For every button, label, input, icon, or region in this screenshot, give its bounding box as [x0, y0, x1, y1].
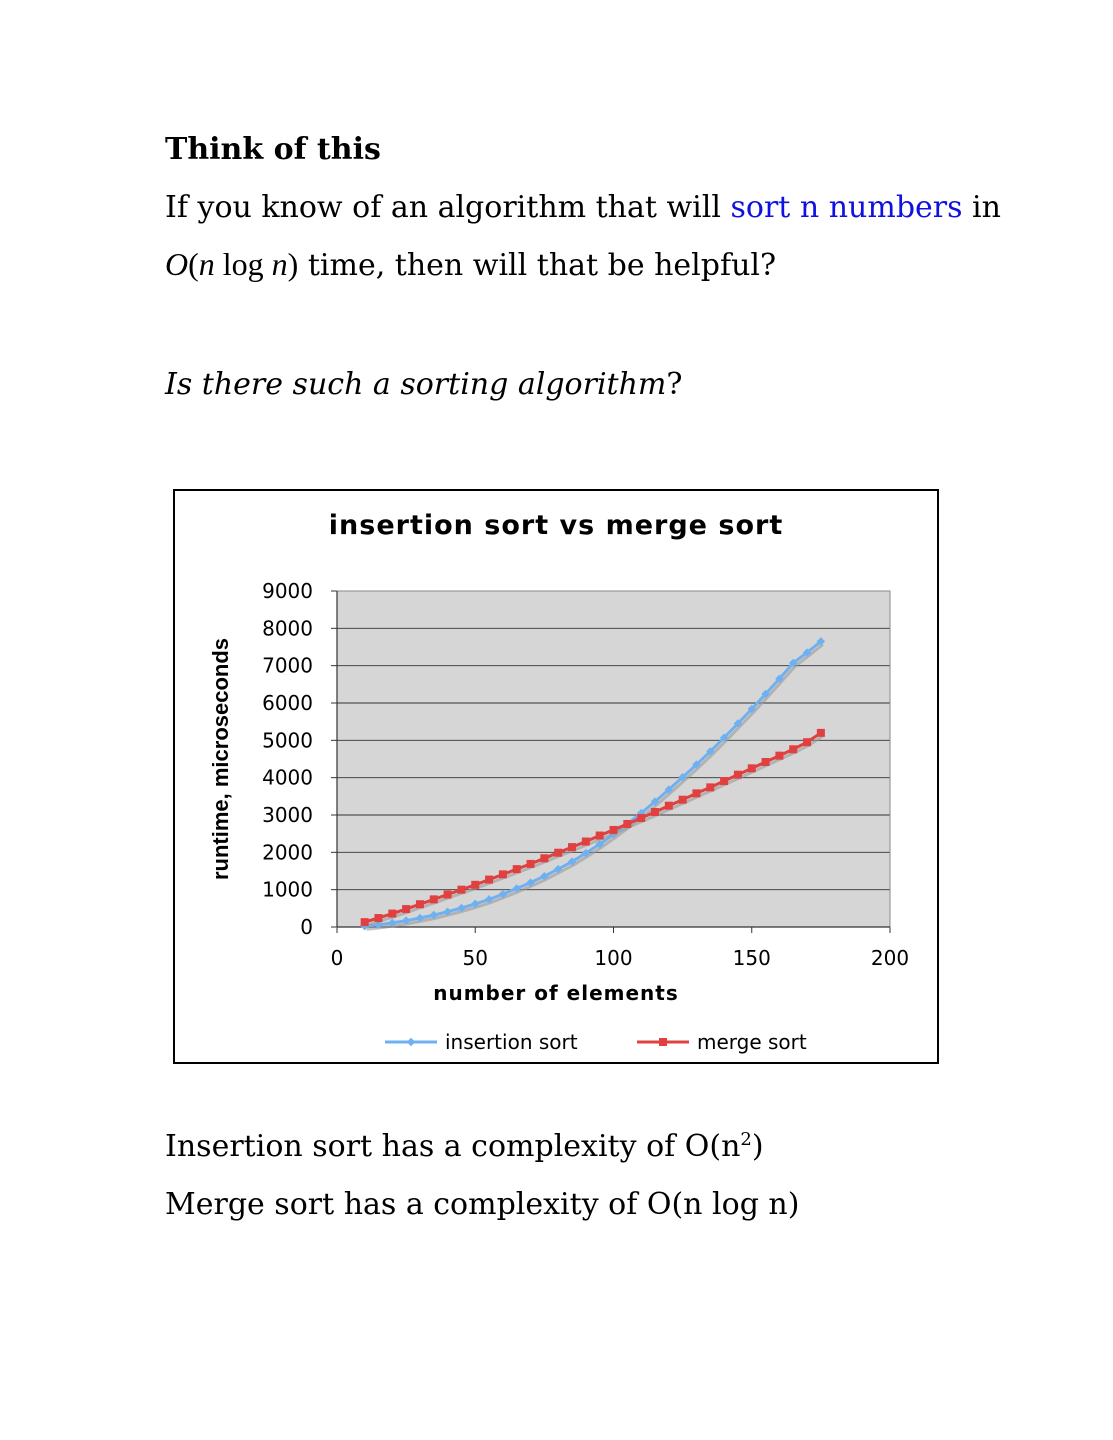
merge-sort-point [817, 729, 825, 737]
big-o-expression [165, 246, 298, 282]
merge-sort-legend-label: merge sort [697, 1030, 807, 1054]
question-line-1 [165, 190, 1001, 225]
x-tick-label: 200 [870, 946, 910, 970]
merge-sort-legend-marker [659, 1038, 667, 1046]
y-tick-label: 0 [300, 915, 313, 939]
page-heading: Think of this [165, 132, 381, 167]
merge-sort-point [748, 764, 756, 772]
insertion-close-paren: ) [751, 1129, 764, 1164]
merge-sort-point [499, 870, 507, 878]
highlighted-phrase: sort n numbers [730, 190, 963, 225]
y-axis-title: runtime, microseconds [208, 637, 233, 881]
chart-frame [173, 489, 939, 1064]
merge-sort-point [457, 886, 465, 894]
merge-sort-point [540, 854, 548, 862]
question-line-2 [165, 246, 776, 283]
math-n-first: n [198, 246, 215, 282]
merge-sort-point [623, 820, 631, 828]
sub-question-mark: ? [666, 367, 683, 402]
merge-sort-point [554, 849, 562, 857]
x-tick-label: 150 [732, 946, 771, 970]
merge-sort-point [679, 796, 687, 804]
merge-sort-point [568, 843, 576, 851]
merge-sort-point [374, 914, 382, 922]
merge-sort-point [706, 783, 714, 791]
insertion-complexity-text: Insertion sort has a complexity of O(n [165, 1129, 741, 1164]
y-tick-label: 4000 [262, 765, 313, 790]
question-text-start: If you know of an algorithm that will [165, 190, 731, 225]
y-tick-label: 9000 [262, 579, 313, 603]
merge-sort-point [692, 789, 700, 797]
merge-sort-point [444, 891, 452, 899]
math-close-paren: ) [287, 246, 299, 282]
y-tick-label: 3000 [262, 803, 313, 827]
merge-sort-point [416, 900, 424, 908]
math-log: log [214, 246, 272, 282]
merge-sort-point [430, 895, 438, 903]
question-line-2-text: time, then will that be helpful? [298, 248, 777, 283]
y-tick-label: 5000 [262, 728, 313, 753]
merge-sort-point [402, 905, 410, 913]
y-tick-label: 6000 [262, 691, 313, 715]
insertion-sort-legend-marker [407, 1038, 415, 1046]
merge-sort-point [513, 865, 521, 873]
merge-sort-point [527, 860, 535, 868]
insertion-sort-legend-label: insertion sort [445, 1030, 578, 1054]
merge-sort-point [637, 814, 645, 822]
merge-sort-point [789, 745, 797, 753]
y-tick-label: 8000 [262, 616, 313, 641]
merge-sort-point [388, 910, 396, 918]
merge-sort-point [485, 876, 493, 884]
insertion-exponent: 2 [740, 1129, 752, 1150]
insertion-complexity [165, 1129, 764, 1164]
y-tick-label: 7000 [262, 653, 313, 678]
math-o: O [165, 246, 189, 282]
y-tick-label: 1000 [262, 877, 313, 902]
merge-sort-point [651, 808, 659, 816]
x-axis-title: number of elements [433, 981, 679, 1005]
merge-sort-point [471, 881, 479, 889]
math-n-second: n [271, 246, 288, 282]
y-tick-label: 2000 [262, 840, 313, 865]
merge-sort-point [665, 802, 673, 810]
line-chart [175, 491, 937, 1062]
merge-sort-point [775, 752, 783, 760]
sub-question-italic: Is there such a sorting algorithm [165, 367, 667, 402]
merge-sort-point [734, 771, 742, 779]
math-open-paren: ( [188, 246, 199, 282]
merge-sort-point [610, 826, 618, 834]
question-text-end: in [962, 190, 1001, 225]
sub-question [165, 367, 682, 402]
merge-sort-point [582, 838, 590, 846]
merge-complexity: Merge sort has a complexity of O(n log n) [165, 1187, 800, 1222]
plot-area [337, 591, 890, 927]
x-tick-label: 0 [330, 946, 344, 970]
merge-sort-point [803, 738, 811, 746]
merge-sort-point [596, 832, 604, 840]
x-tick-label: 100 [594, 946, 633, 970]
merge-sort-point [762, 758, 770, 766]
merge-sort-point [720, 777, 728, 785]
x-tick-label: 50 [462, 946, 488, 970]
merge-sort-point [361, 918, 369, 926]
chart-title: insertion sort vs merge sort [328, 510, 784, 541]
